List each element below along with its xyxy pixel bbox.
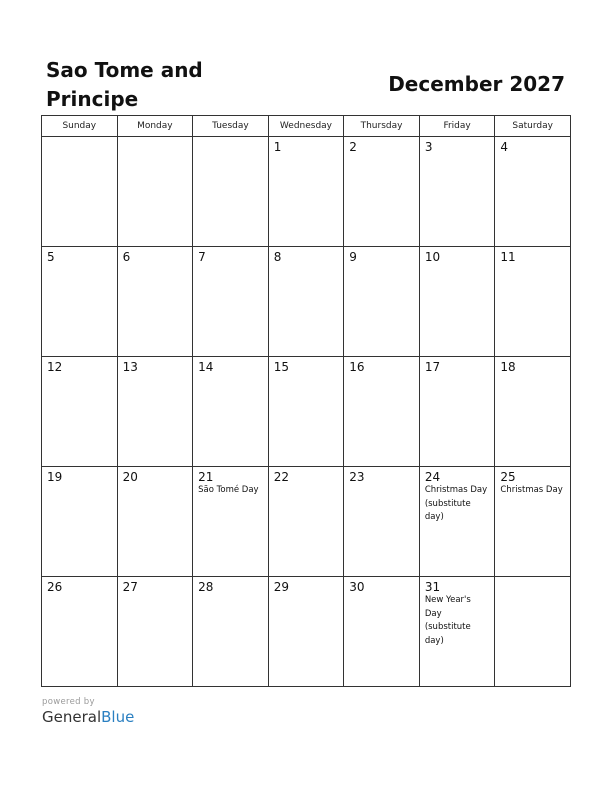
weekday-tuesday: Tuesday — [193, 116, 269, 137]
week-row — [42, 247, 571, 357]
day-cell — [419, 137, 495, 247]
holiday-label: New Year's Day (substitute day) — [424, 595, 471, 646]
day-number: 9 — [349, 250, 357, 264]
day-cell — [117, 467, 193, 577]
day-cell — [419, 357, 495, 467]
day-number: 10 — [424, 250, 441, 264]
day-number: 2 — [349, 140, 357, 154]
day-number: 15 — [273, 360, 289, 374]
day-number: 28 — [198, 580, 214, 594]
day-cell — [117, 137, 193, 247]
day-cell — [42, 357, 118, 467]
day-cell — [193, 467, 269, 577]
day-cell — [495, 577, 571, 687]
calendar-body — [42, 137, 571, 687]
day-cell — [419, 467, 495, 577]
day-number: 31 — [424, 580, 441, 594]
day-number: 5 — [47, 250, 55, 264]
day-number: 21 — [198, 470, 214, 484]
day-number: 1 — [273, 140, 282, 154]
day-cell — [193, 137, 269, 247]
day-cell — [268, 577, 344, 687]
day-number: 18 — [500, 360, 516, 374]
weekday-monday: Monday — [117, 116, 193, 137]
day-cell — [42, 247, 118, 357]
day-number: 3 — [424, 140, 433, 154]
day-number: 8 — [273, 250, 282, 264]
day-number: 4 — [500, 140, 509, 154]
week-row — [42, 137, 571, 247]
weekday-thursday: Thursday — [344, 116, 420, 137]
day-cell — [344, 577, 420, 687]
month-year-title: December 2027 — [388, 72, 565, 96]
day-cell — [268, 137, 344, 247]
day-number: 17 — [424, 360, 441, 374]
day-number: 29 — [273, 580, 289, 594]
holiday-label: Christmas Day (substitute day) — [424, 485, 488, 522]
day-cell — [268, 357, 344, 467]
day-number: 13 — [122, 360, 138, 374]
day-cell — [268, 467, 344, 577]
day-cell — [344, 467, 420, 577]
day-cell — [495, 137, 571, 247]
holiday-label: Christmas Day — [500, 485, 563, 495]
day-number: 20 — [122, 470, 138, 484]
day-cell — [193, 577, 269, 687]
day-number: 30 — [349, 580, 365, 594]
day-cell — [495, 247, 571, 357]
day-number: 25 — [500, 470, 516, 484]
day-number: 27 — [122, 580, 138, 594]
week-row — [42, 467, 571, 577]
weekday-wednesday: Wednesday — [268, 116, 344, 137]
generalblue-logo — [42, 708, 134, 726]
day-cell — [419, 577, 495, 687]
day-number: 7 — [198, 250, 206, 264]
day-cell — [419, 247, 495, 357]
day-cell — [344, 357, 420, 467]
powered-by-text: powered by — [42, 697, 95, 707]
calendar-grid — [41, 115, 571, 687]
day-number: 26 — [47, 580, 63, 594]
holiday-label: São Tomé Day — [198, 485, 259, 495]
day-number: 14 — [198, 360, 214, 374]
logo-blue-text: Blue — [101, 708, 135, 726]
day-number: 6 — [122, 250, 131, 264]
weekday-saturday: Saturday — [495, 116, 571, 137]
weekday-friday: Friday — [419, 116, 495, 137]
day-number: 22 — [273, 470, 289, 484]
logo-general-text: General — [42, 708, 102, 726]
day-cell — [42, 467, 118, 577]
footer-branding — [42, 697, 134, 726]
weekday-header-row — [42, 116, 571, 137]
day-cell — [495, 357, 571, 467]
day-cell — [42, 137, 118, 247]
day-cell — [268, 247, 344, 357]
day-number: 12 — [47, 360, 63, 374]
day-number: 16 — [349, 360, 365, 374]
day-cell — [344, 137, 420, 247]
day-cell — [117, 357, 193, 467]
day-number: 19 — [47, 470, 63, 484]
day-number: 23 — [349, 470, 365, 484]
day-cell — [117, 577, 193, 687]
day-cell — [193, 357, 269, 467]
day-cell — [42, 577, 118, 687]
day-number: 11 — [500, 250, 516, 264]
country-title: Sao Tome and Principe — [46, 58, 203, 111]
week-row — [42, 357, 571, 467]
week-row — [42, 577, 571, 687]
day-cell — [117, 247, 193, 357]
day-cell — [193, 247, 269, 357]
day-cell — [344, 247, 420, 357]
day-number: 24 — [424, 470, 441, 484]
weekday-sunday: Sunday — [42, 116, 118, 137]
day-cell — [495, 467, 571, 577]
